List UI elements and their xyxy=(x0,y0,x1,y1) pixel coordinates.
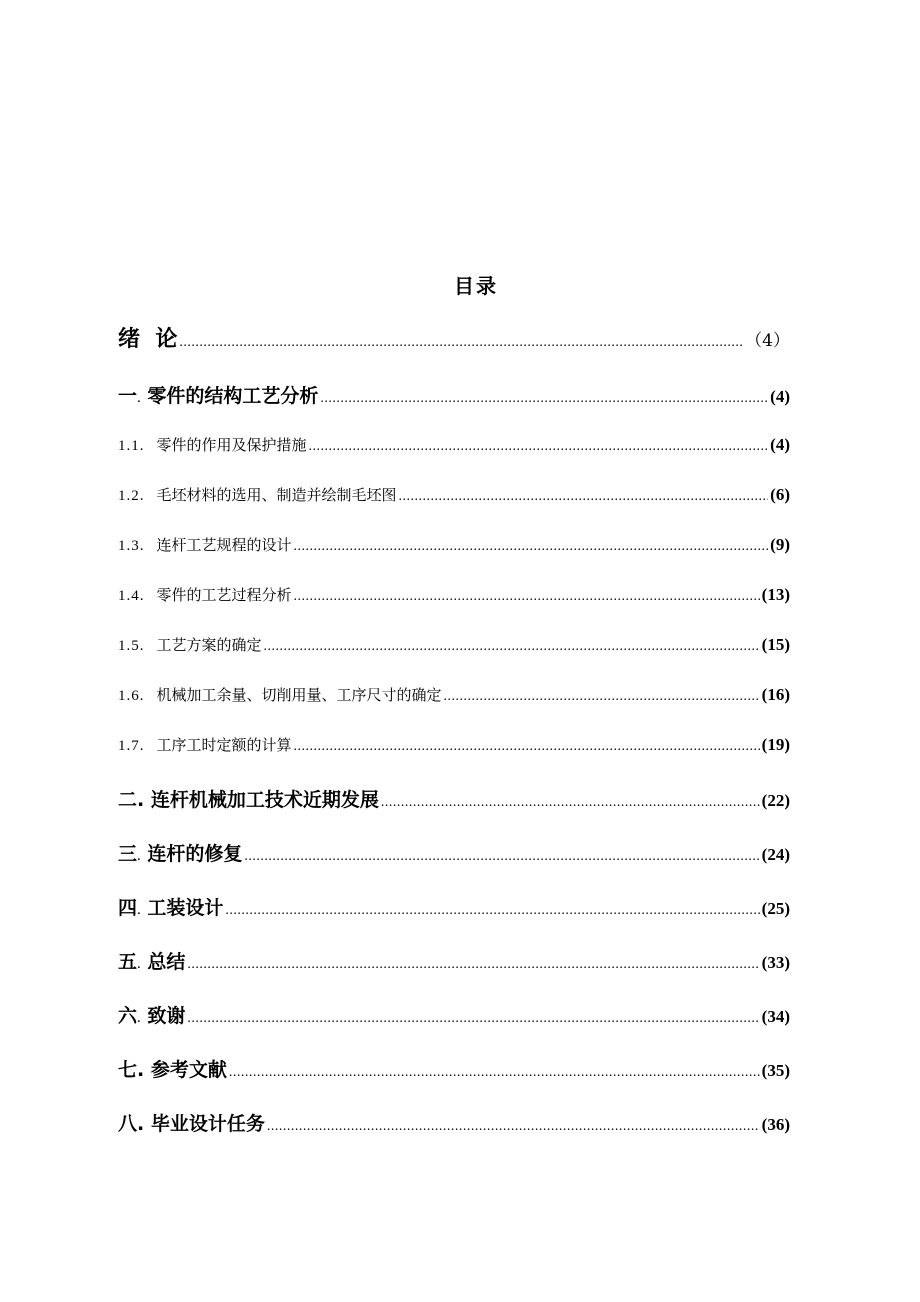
toc-entry-4[interactable] xyxy=(118,893,790,920)
dot-leader xyxy=(294,589,760,605)
toc-entry-label: 八. 毕业设计任务 xyxy=(118,1113,265,1135)
toc-entry-8[interactable] xyxy=(118,1109,790,1136)
toc-entry-page: (6) xyxy=(770,485,790,504)
toc-entry-5[interactable] xyxy=(118,947,790,974)
dot-leader xyxy=(399,489,769,505)
toc-entry-page: (25) xyxy=(761,899,790,918)
toc-entry-page: (22) xyxy=(761,791,790,810)
dot-leader xyxy=(244,849,759,865)
toc-entry-label: 1.5. 工艺方案的确定 xyxy=(118,636,262,654)
toc-entry-1-6[interactable] xyxy=(118,684,790,705)
dot-leader xyxy=(225,903,759,919)
dot-leader xyxy=(381,795,760,811)
dot-leader xyxy=(320,391,768,407)
dot-leader xyxy=(444,689,760,705)
dot-leader xyxy=(294,739,760,755)
toc-entry-3[interactable] xyxy=(118,839,790,866)
toc-entry-intro[interactable] xyxy=(118,322,790,353)
toc-title: 目录 xyxy=(454,274,498,298)
toc-entry-page: (4) xyxy=(770,435,790,454)
dot-leader xyxy=(267,1119,760,1135)
toc-entry-label: 六. 致谢 xyxy=(118,1005,186,1027)
toc-entry-label: 1.2. 毛坯材料的选用、制造并绘制毛坯图 xyxy=(118,486,397,504)
toc-entry-label: 1.4. 零件的工艺过程分析 xyxy=(118,586,292,604)
toc-entry-label: 1.1. 零件的作用及保护措施 xyxy=(118,436,307,454)
dot-leader xyxy=(187,957,759,973)
toc-entry-page: （4） xyxy=(745,331,790,351)
toc-entry-2[interactable] xyxy=(118,785,790,812)
dot-leader xyxy=(187,1011,759,1027)
dot-leader xyxy=(294,539,769,555)
toc-entry-1-5[interactable] xyxy=(118,634,790,655)
toc-entry-page: (15) xyxy=(761,635,790,654)
toc-entry-page: (4) xyxy=(770,387,790,406)
toc-entry-page: (33) xyxy=(761,953,790,972)
dot-leader xyxy=(229,1065,760,1081)
toc-entry-1-2[interactable] xyxy=(118,484,790,505)
toc-entry-label: 绪 论 xyxy=(118,327,178,352)
toc-entry-1-3[interactable] xyxy=(118,534,790,555)
toc-entry-label: 五. 总结 xyxy=(118,951,186,973)
toc-entry-page: (35) xyxy=(761,1061,790,1080)
toc-entry-label: 三. 连杆的修复 xyxy=(118,843,243,865)
toc-entry-page: (34) xyxy=(761,1007,790,1026)
dot-leader xyxy=(309,439,769,455)
toc-entry-7[interactable] xyxy=(118,1055,790,1082)
toc-entry-page: (24) xyxy=(761,845,790,864)
toc-entry-label: 1.6. 机械加工余量、切削用量、工序尺寸的确定 xyxy=(118,686,442,704)
toc-entry-1-4[interactable] xyxy=(118,584,790,605)
toc-entry-1-7[interactable] xyxy=(118,734,790,755)
toc-entry-label: 四. 工装设计 xyxy=(118,897,224,919)
dot-leader xyxy=(264,639,760,655)
dot-leader xyxy=(179,335,743,351)
toc-entry-label: 七. 参考文献 xyxy=(118,1059,227,1081)
toc-entry-label: 1.7. 工序工时定额的计算 xyxy=(118,736,292,754)
toc-entry-page: (9) xyxy=(770,535,790,554)
toc-entry-page: (13) xyxy=(761,585,790,604)
toc-entry-1-1[interactable] xyxy=(118,434,790,455)
toc-entry-label: 一. 零件的结构工艺分析 xyxy=(118,385,319,407)
toc-entry-6[interactable] xyxy=(118,1001,790,1028)
toc-entry-page: (16) xyxy=(761,685,790,704)
toc-entry-1[interactable] xyxy=(118,381,790,408)
toc-entry-label: 1.3. 连杆工艺规程的设计 xyxy=(118,536,292,554)
toc-entry-label: 二. 连杆机械加工技术近期发展 xyxy=(118,789,379,811)
toc-entry-page: (36) xyxy=(761,1115,790,1134)
toc-entry-page: (19) xyxy=(761,735,790,754)
